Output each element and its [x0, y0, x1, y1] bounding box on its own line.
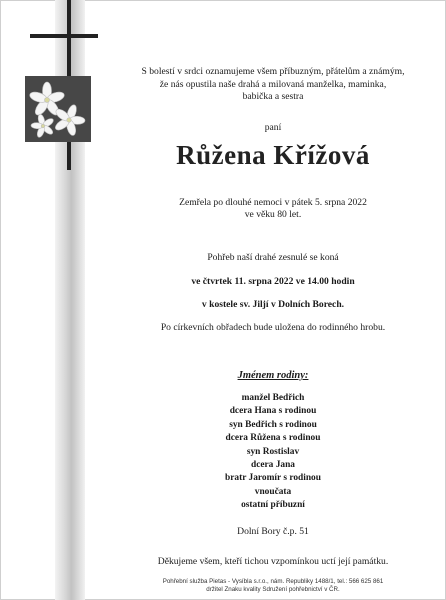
burial-note: Po církevních obřadech bude uložena do rodinného hrobu. [160, 322, 386, 333]
family-member: ostatní příbuzní [241, 500, 305, 511]
funeral-place: v kostele sv. Jiljí v Dolních Borech. [201, 299, 345, 310]
age-line: ve věku 80 let. [244, 209, 302, 220]
cross-horizontal-beam [30, 34, 98, 38]
footer-line: Pohřební služba Pietas - Vysíbla s.r.o., nám. Republiky 1488/1, tel.: 566 625 861 [162, 578, 384, 585]
family-heading-text: Jménem rodiny: [237, 370, 309, 381]
family-member: manžel Bedřich [241, 393, 305, 403]
family-member: bratr Jaromír s rodinou [225, 473, 321, 484]
family-member: vnoučata [254, 486, 292, 497]
intro-line: S bolestí v srdci oznamujeme všem příbuzným, přátelům a známým, [141, 66, 405, 77]
footer-line: držitel Znaku kvality Sdružení pohřebnictví v ČR. [206, 586, 340, 593]
funeral-date: ve čtvrtek 11. srpna 2022 ve 14.00 hodin [191, 276, 355, 287]
family-member: dcera Jana [250, 460, 295, 471]
footer [100, 578, 446, 594]
intro-announcement [100, 66, 446, 104]
family-list [100, 392, 446, 513]
family-member: syn Rostislav [246, 446, 300, 457]
death-line: Zemřela po dlouhé nemoci v pátek 5. srpna 2022 [179, 197, 367, 208]
death-info [100, 197, 446, 221]
flower-icon [25, 76, 91, 142]
flower-photo [25, 76, 91, 142]
family-member: dcera Růžena s rodinou [225, 433, 321, 444]
intro-line: babička a sestra [242, 91, 304, 102]
funeral-intro: Pohřeb naší drahé zesnulé se koná [207, 252, 339, 263]
title-pani: paní [264, 122, 282, 133]
intro-line: že nás opustila naše drahá a milovaná manželka, maminka, [159, 78, 387, 90]
family-heading [100, 370, 446, 381]
address: Dolní Bory č.p. 51 [237, 526, 309, 537]
family-member: dcera Hana s rodinou [229, 406, 317, 417]
thanks-note: Děkujeme všem, kteří tichou vzpomínkou uctí její památku. [157, 556, 389, 567]
family-member: syn Bedřich s rodinou [229, 419, 317, 430]
deceased-name: Růžena Křížová [176, 140, 370, 170]
